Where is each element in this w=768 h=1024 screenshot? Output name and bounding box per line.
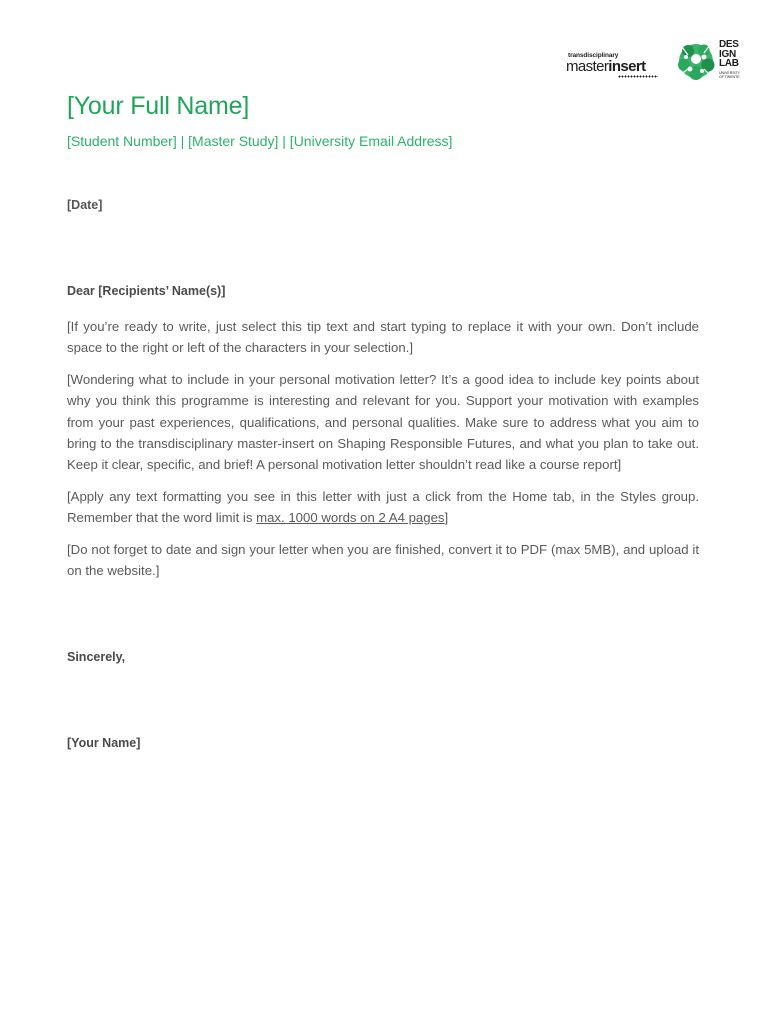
masterinsert-logo-bold: insert — [608, 58, 646, 75]
designlab-line-3: LAB — [719, 58, 739, 69]
header-logos — [566, 38, 746, 84]
designlab-logo-subtext: UNIVERSITY OF TWENTE — [719, 71, 740, 79]
body-paragraph-3-end: ] — [444, 510, 449, 526]
sender-contact-line: [Student Number] | [Master Study] | [University Email Address] — [67, 133, 453, 149]
letter-date: [Date] — [67, 198, 103, 212]
masterinsert-logo-dots — [618, 75, 658, 78]
designlab-line-2: IGN — [719, 48, 736, 60]
masterinsert-logo-small-text: transdisciplinary — [568, 52, 619, 59]
body-paragraph-3-text: [Apply any text formatting you see in this letter with just a click from the Home tab, in the Styles group. Remember that the word limit is — [67, 488, 699, 526]
designlab-line-1: DES — [719, 39, 739, 50]
salutation: Dear [Recipients’ Name(s)] — [67, 284, 226, 298]
masterinsert-logo-regular: master — [566, 58, 609, 75]
signature-name: [Your Name] — [67, 736, 141, 750]
word-limit-link[interactable]: max. 1000 words on 2 A4 pages — [256, 510, 445, 526]
body-paragraph-4: [Do not forget to date and sign your letter when you are finished, convert it to PDF (max 5MB), and upload it on the website.] — [67, 541, 699, 579]
letter-body — [67, 316, 699, 591]
sender-full-name: [Your Full Name] — [67, 92, 250, 120]
body-paragraph-1: [If you’re ready to write, just select this tip text and start typing to replace it with your own. Don’t include space to the right or left of the characters in your selection.] — [67, 319, 699, 356]
designlab-leaf-icon — [674, 39, 718, 83]
masterinsert-logo-main-text — [566, 58, 646, 75]
closing: Sincerely, — [67, 650, 126, 664]
body-paragraph-2: [Wondering what to include in your personal motivation letter? It’s a good idea to include key points about why you think this programme is interesting and relevant for you. Support your motivation with examples from your past experiences, qualifications, and personal qualities. Make sure to address what you aim to bring to the transdisciplinary master-insert on Shaping Responsible Futures, and what you plan to take out. Keep it clear, specific, and brief! A personal motivation letter shouldn’t read like a course report] — [67, 371, 699, 473]
designlab-logo-text — [719, 40, 739, 69]
body-paragraph-3 — [67, 486, 699, 529]
masterinsert-logo — [566, 52, 662, 78]
designlab-logo — [674, 38, 744, 84]
